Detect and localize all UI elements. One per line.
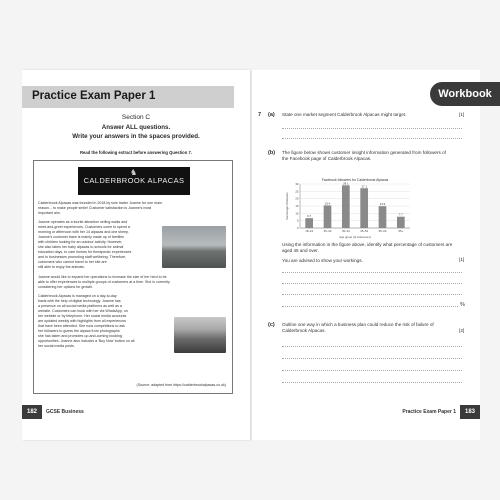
- marks-a: [1]: [459, 113, 465, 118]
- text-line: and to businesses promoting staff wellbeing. Therefore,: [38, 255, 127, 259]
- y-tick-label: 30: [295, 182, 299, 186]
- text-line: Calderbrook Alpacas was founded in 2018 by sole trader Joanne for one main: [38, 201, 162, 205]
- instruction-line-2: Write your answers in the spaces provided.: [72, 133, 200, 140]
- text-line: able to offer experiences to multiple groups of customers at a time. She is currently: [38, 280, 170, 284]
- page-number: 183: [460, 405, 480, 419]
- text-line: considering her options for growth.: [38, 285, 94, 289]
- text-line: are updated weekly with highlights from all experiences: [38, 319, 126, 323]
- y-tick-label: 5: [296, 218, 299, 223]
- data-label: 29.1: [343, 181, 349, 186]
- text-line: the Facebook page of Calderbrook Alpacas.: [282, 156, 372, 161]
- text-line: that have been attended. She runs competitions to ask: [38, 324, 125, 328]
- source-citation: (Source: adapted from https://calderbrookalpacas.co.uk): [136, 383, 226, 387]
- data-label: 6.7: [307, 214, 312, 219]
- extract-box: [33, 160, 233, 394]
- y-tick-label: 20: [295, 196, 299, 201]
- extract-intro: Read the following extract before answering Question 7.: [80, 150, 192, 155]
- data-label: 7.7: [398, 212, 403, 217]
- footer-right: [252, 405, 480, 419]
- question-b-text: [282, 150, 472, 162]
- x-tick-label: 18–24: [305, 229, 314, 233]
- text-line: her followers to guess the alpaca from photographs: [38, 329, 120, 333]
- y-tick-label: 10: [295, 211, 299, 216]
- text-line: with children looking for an outdoor activity. However,: [38, 240, 123, 244]
- y-axis-label: Percentage of followers: [286, 192, 289, 220]
- text-line: basis with the help of digital technology. Joanne has: [38, 299, 121, 303]
- percent-sign: %: [460, 302, 465, 308]
- footer-label: Practice Exam Paper 1: [402, 409, 456, 415]
- footer-label: GCSE Business: [46, 409, 84, 415]
- bar: [305, 218, 313, 228]
- paragraph-3: [38, 275, 228, 290]
- text-line: Joanne's customer base is mainly made up of families: [38, 235, 124, 239]
- text-line: her website or by telephone. Her social media accounts: [38, 314, 127, 318]
- text-line: website. Customers can book with her via WhatsApp, on: [38, 309, 128, 313]
- x-axis-label: Age group (of customers): [339, 235, 371, 239]
- answer-line: [282, 294, 462, 295]
- text-line: she has taken and promotes up-and-coming booking: [38, 334, 122, 338]
- answer-line: [282, 358, 462, 359]
- alpaca-photo: [174, 317, 226, 353]
- workings-instruction: You are advised to show your workings.: [282, 258, 363, 263]
- answer-line: [282, 346, 462, 347]
- question-c-text: [282, 322, 458, 334]
- section-heading: Section C: [121, 114, 151, 121]
- y-tick-label: 15: [295, 204, 299, 208]
- bar-chart: [284, 176, 414, 240]
- text-line: Joanne would like to expand her operations to increase the size of her herd to be: [38, 275, 167, 279]
- answer-line: [282, 272, 462, 273]
- x-tick-label: 45–54: [360, 229, 369, 233]
- text-line: morning or afternoon with her 14 alpacas and one sheep.: [38, 230, 130, 234]
- question-number: 7: [258, 112, 262, 118]
- bar: [324, 205, 332, 228]
- workbook-tab: Workbook: [430, 82, 500, 106]
- answer-line: [282, 138, 462, 139]
- x-tick-label: 55–64: [378, 229, 387, 233]
- text-line: meet-and-greet experiences. Customers come to spend a: [38, 225, 130, 229]
- marks-c: [2]: [459, 329, 465, 334]
- bar: [397, 217, 405, 228]
- answer-line: [282, 283, 462, 284]
- data-label: 15.4: [324, 201, 331, 206]
- answer-line: [282, 370, 462, 371]
- logo-text: CALDERBROOK ALPACAS: [83, 176, 185, 185]
- page-title: Practice Exam Paper 1: [32, 90, 156, 102]
- question-b-text-2: [282, 242, 472, 254]
- bar: [342, 185, 350, 228]
- paragraph-4: [38, 294, 172, 349]
- question-part-a: (a): [268, 112, 275, 118]
- text-line: Using the information in the figure above, identify what percentage of customers are: [282, 242, 453, 247]
- text-line: Calderbrook Alpacas is managed on a day-to-day: [38, 294, 117, 298]
- data-label: 27.1: [361, 184, 367, 189]
- company-logo: [78, 167, 190, 195]
- paragraph-1: [38, 201, 228, 216]
- paragraph-2: [38, 220, 160, 270]
- answer-line: [282, 306, 458, 307]
- text-line: she also takes her baby alpacas to schools for animal: [38, 245, 124, 249]
- text-line: important aim.: [38, 211, 61, 215]
- alpaca-icon: ♞: [130, 168, 138, 177]
- question-part-b: (b): [268, 150, 276, 156]
- bar: [360, 188, 368, 228]
- page-number: 182: [22, 405, 42, 419]
- y-tick-label: 25: [295, 189, 299, 194]
- alpaca-photo: [162, 226, 226, 268]
- marks-b: [1]: [459, 258, 465, 263]
- text-line: Calderbrook Alpacas.: [282, 328, 326, 333]
- question-a-text: State one market segment Calderbrook Alpacas might target.: [282, 112, 407, 117]
- answer-line: [282, 128, 462, 129]
- y-tick-label: 0: [296, 226, 299, 230]
- text-line: Outline one way in which a business plan could reduce the risk of failure of: [282, 322, 434, 327]
- text-line: a presence on all social media platforms as well as a: [38, 304, 122, 308]
- text-line: Joanne operates as a tourist attraction selling walks and: [38, 220, 128, 224]
- answer-line: [282, 382, 462, 383]
- footer-left: [22, 405, 250, 419]
- right-page: [252, 70, 480, 440]
- text-line: opportunities. Joanne also includes a 'Buy Now' button on all: [38, 339, 135, 343]
- x-tick-label: 65+: [398, 229, 404, 233]
- text-line: education days, to care homes for therapeutic experiences: [38, 250, 132, 254]
- instruction-line-1: Answer ALL questions.: [101, 124, 171, 131]
- chart-title: Facebook followers for Calderbrook Alpacas: [321, 178, 389, 182]
- text-line: reason... to make people smile! Customer satisfaction is Joanne's most: [38, 206, 152, 210]
- x-tick-label: 35–44: [341, 229, 350, 233]
- title-bar: [22, 86, 234, 108]
- text-line: The figure below shows customer insight information generated from followers of: [282, 150, 446, 155]
- bar: [379, 206, 387, 228]
- data-label: 14.9: [379, 202, 386, 207]
- text-line: her social media posts.: [38, 344, 75, 348]
- text-line: still able to enjoy the animals.: [38, 265, 85, 269]
- question-part-c: (c): [268, 322, 275, 328]
- text-line: customers who cannot travel to her site are: [38, 260, 107, 264]
- text-line: aged 45 and over.: [282, 248, 319, 253]
- x-tick-label: 25–34: [323, 229, 332, 233]
